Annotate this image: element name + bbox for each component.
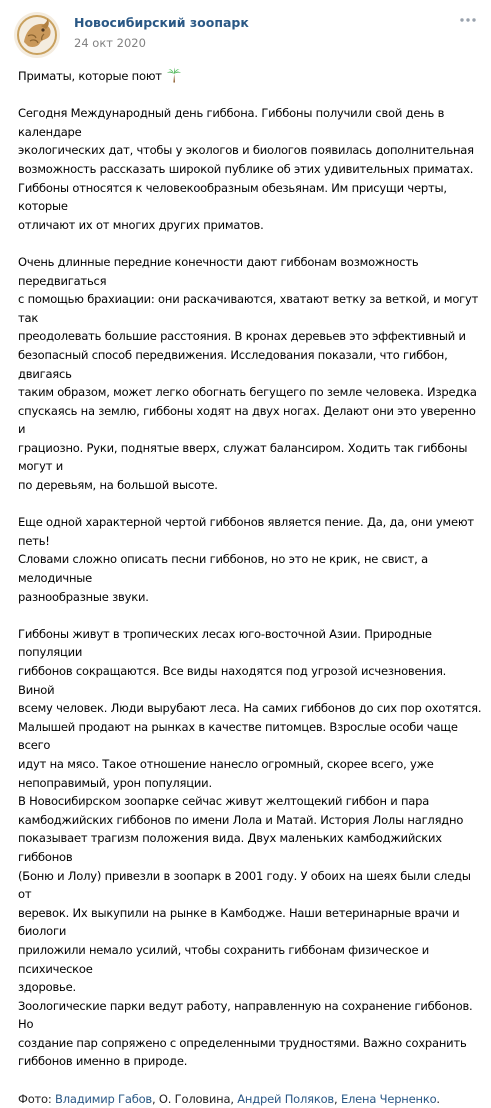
paragraph: Очень длинные передние конечности дают гиббонам возможность передвигаться с помощью брахиации: они раскачиваются, хватают ветку за веткой, и могут так преодолевать большие расстояния. В кронах деревьев это эффективный и безопасный способ передвижения. Исследования показали, что гиббон, двигаясь таким образом, может легко обогнать бегущего по земле человека. Изредка спускаясь на землю, гиббоны ходят на двух ногах. Делают они это уверенно и грациозно. Руки, поднятые вверх, служат балансиром. Ходить так гиббоны могут и по деревьям, на большой высоте. (18, 254, 479, 493)
post-title (18, 67, 484, 86)
author-name[interactable]: Новосибирский зоопарк (74, 15, 249, 30)
post-title-text: Приматы, которые поют (18, 69, 162, 83)
palm-tree-icon (166, 67, 182, 83)
credits-separator: , (334, 1091, 341, 1106)
credits-prefix: Фото: (18, 1091, 56, 1106)
credit-link-chernenko[interactable]: Елена Черненко (340, 1091, 437, 1106)
credits-suffix: . (436, 1091, 440, 1106)
avatar[interactable] (14, 12, 60, 58)
photo-credits (18, 1090, 484, 1108)
more-dots-icon[interactable] (456, 12, 480, 28)
paragraph: Еще одной характерной чертой гиббонов является пение. Да, да, они умеют петь! Словами сложно описать песни гиббонов, но это не крик, не свист, а мелодичные разнообразные звуки. (18, 515, 474, 604)
post-date[interactable]: 24 окт 2020 (74, 36, 146, 50)
paragraph: Зоологические парки ведут работу, направленную на сохранение гиббонов. Но создание пар сопряжено с определенными трудностями. Важно сохранить гиббонов именно в природе. (18, 998, 473, 1069)
credit-link-polyakov[interactable]: Андрей Поляков (237, 1091, 335, 1106)
paragraph: Гиббоны живут в тропических лесах юго-восточной Азии. Природные популяции гиббонов сокращаются. Все виды находятся под угрозой исчезновения. Виной всему человек. Люди вырубают леса. На самих гиббонов до сих пор охотятся. Малышей продают на рынках в качестве питомцев. Взрослые особи чаще всего идут на мясо. Такое отношение нанесло огромный, скорее всего, уже непоправимый, урон популяции. (18, 626, 482, 790)
paragraph: В Новосибирском зоопарке сейчас живут желтощекий гиббон и пара камбоджийских гиббонов по имени Лола и Матай. История Лолы наглядно показывает трагизм положения вида. Двух маленьких камбоджийских гиббонов (Боню и Лолу) привезли в зоопарк в 2001 году. У обоих на шеях были следы от веревок. Их выкупили на рынке в Камбодже. Наши ветеринарные врачи и биологи приложили немало усилий, чтобы сохранить гиббонам физическое и психическое здоровье. (18, 794, 471, 995)
credits-separator: , О. Головина, (152, 1091, 238, 1106)
post-text (18, 67, 484, 1108)
paragraph: Сегодня Международный день гиббона. Гиббоны получили свой день в календаре экологических дат, чтобы у экологов и биологов появилась дополнительная возможность рассказать широкой публике об этих удивительных приматах. Гиббоны относятся к человекообразным обезьянам. Им присущи черты, которые отличают их от многих других приматов. (18, 106, 474, 232)
zoo-logo-icon (14, 12, 60, 58)
credit-link-gabov[interactable]: Владимир Габов (55, 1091, 152, 1106)
